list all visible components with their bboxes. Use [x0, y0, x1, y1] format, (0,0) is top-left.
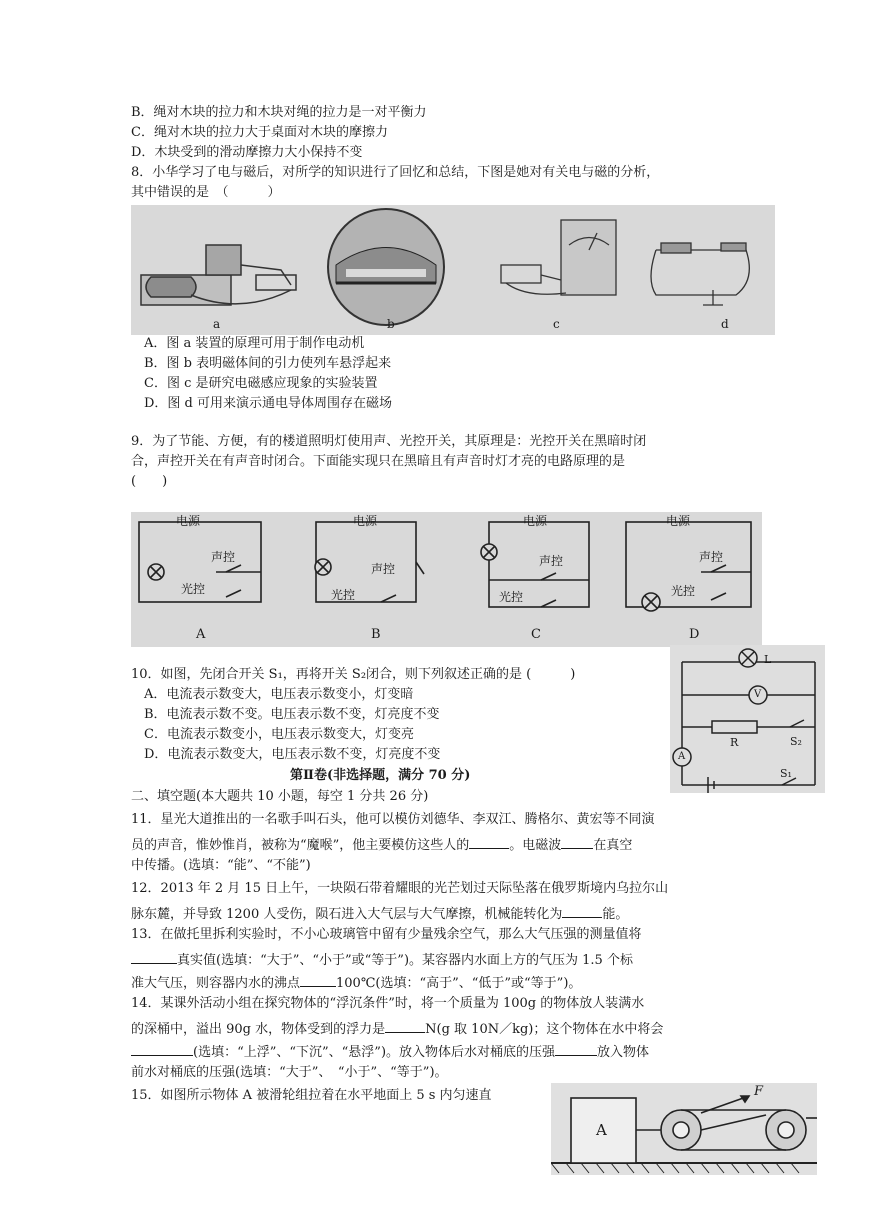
- circuit-c-light-label: 光控: [499, 590, 524, 604]
- q8-figure-drawing: [131, 205, 775, 335]
- q8-option-a: A．图 a 装置的原理可用于制作电动机: [144, 336, 365, 351]
- circuit-c-sound-label: 声控: [539, 554, 564, 568]
- q14-line1: 14．某课外活动小组在探究物体的“浮沉条件”时，将一个质量为 100g 的物体放人装满水: [131, 996, 645, 1011]
- figure-a-apparatus: [141, 245, 296, 305]
- q7-option-d: D．木块受到的滑动摩擦力大小保持不变: [131, 145, 363, 160]
- figure-b-maglev: [328, 209, 444, 325]
- q14-blank-2[interactable]: [131, 1041, 193, 1056]
- q14-line3-text-b: 放入物体: [597, 1045, 650, 1060]
- q10-option-d: D．电流表示数变大，电压表示数不变，灯亮度不变: [144, 747, 441, 762]
- q8-stem-line2: 其中错误的是 （ ）: [131, 185, 281, 200]
- q14-line2-text: 的深桶中，溢出 90g 水，物体受到的浮力是: [131, 1022, 386, 1037]
- q8-option-c: C．图 c 是研究电磁感应现象的实验装置: [144, 376, 378, 391]
- circuit-label-b: B: [371, 627, 381, 642]
- q13-line3-text-b: 100℃(选填：“高于”、“低于”或“等于”)。: [336, 976, 582, 991]
- q11-line2: [131, 834, 632, 855]
- figure-label-d: d: [721, 317, 729, 331]
- q8-option-b: B．图 b 表明磁体间的引力使列车悬浮起来: [144, 356, 392, 371]
- q13-line2: [131, 949, 633, 970]
- q13-line1: 13．在做托里拆利实验时，不小心玻璃管中留有少量残余空气，那么大气压强的测量值将: [131, 927, 642, 942]
- q8-stem-line1: 8．小华学习了电与磁后，对所学的知识进行了回忆和总结，下图是她对有关电与磁的分析，: [131, 165, 660, 180]
- q8-figure: [131, 205, 775, 335]
- q10-circuit-drawing: [670, 645, 825, 793]
- q14-blank-1[interactable]: [385, 1018, 425, 1033]
- q11-blank-2[interactable]: [561, 834, 593, 849]
- figure-d-wire-compass: [651, 243, 749, 305]
- block-a-label: A: [596, 1121, 607, 1139]
- q13-line3-text: 准大气压，则容器内水的沸点: [131, 976, 301, 991]
- circuit-b-source-label: 电源: [353, 514, 378, 528]
- q11-line2-text-b: 。电磁波: [509, 838, 562, 853]
- force-f-label: F: [754, 1084, 764, 1099]
- q15-pulley-drawing: [551, 1083, 817, 1175]
- lamp-label: L: [764, 653, 772, 666]
- q9-stem-line3: ( ): [131, 474, 168, 489]
- circuit-d-source-label: 电源: [666, 514, 691, 528]
- circuit-a-source-label: 电源: [176, 514, 201, 528]
- q15-line1: 15．如图所示物体 A 被滑轮组拉着在水平地面上 5 s 内匀速直: [131, 1088, 492, 1103]
- q11-line2-text: 员的声音，惟妙惟肖，被称为“魔喉”，他主要模仿这些人的: [131, 838, 470, 853]
- voltmeter-label: V: [754, 689, 762, 700]
- q9-stem-line2: 合，声控开关在有声音时闭合。下面能实现只在黑暗且有声音时灯才亮的电路原理的是: [131, 454, 626, 469]
- circuit-a-sound-label: 声控: [211, 550, 236, 564]
- circuit-c-source-label: 电源: [523, 514, 548, 528]
- q14-line2-text-b: N(g 取 10N／kg)；这个物体在水中将会: [425, 1022, 664, 1037]
- resistor-label: R: [730, 736, 739, 749]
- part2-title: 第Ⅱ卷(非选择题，满分 70 分): [290, 768, 471, 783]
- q11-line3: 中传播。(选填：“能”、“不能”): [131, 858, 311, 873]
- section2-heading: 二、填空题(本大题共 10 小题，每空 1 分共 26 分): [131, 789, 429, 804]
- q14-blank-3[interactable]: [555, 1041, 597, 1056]
- q14-line2: [131, 1018, 663, 1039]
- figure-label-b: b: [387, 317, 395, 331]
- q13-line2-text: 真实值(选填：“大于”、“小于”或“等于”)。某容器内水面上方的气压为 1.5 个标: [177, 953, 633, 968]
- figure-label-c: c: [553, 317, 560, 331]
- q12-line2-text: 脉东麓，并导致 1200 人受伤，陨石进入大气层与大气摩擦，机械能转化为: [131, 907, 563, 922]
- circuit-c: [481, 522, 589, 607]
- q9-figure-drawing: [131, 512, 762, 647]
- q10-option-a: A．电流表示数变大，电压表示数变小，灯变暗: [144, 687, 414, 702]
- circuit-label-d: D: [689, 627, 700, 642]
- figure-label-a: a: [213, 317, 221, 331]
- q12-line2-text-b: 能。: [602, 907, 629, 922]
- figure-c-galvanometer: [501, 220, 616, 295]
- q11-line2-text-c: 在真空: [593, 838, 633, 853]
- q9-stem-line1: 9．为了节能、方便，有的楼道照明灯使用声、光控开关，其原理是：光控开关在黑暗时闭: [131, 434, 647, 449]
- q12-line2: [131, 903, 628, 924]
- q10-option-b: B．电流表示数不变。电压表示数不变，灯亮度不变: [144, 707, 440, 722]
- circuit-a-light-label: 光控: [181, 582, 206, 596]
- q13-line3: [131, 972, 581, 993]
- q7-option-b: B．绳对木块的拉力和木块对绳的拉力是一对平衡力: [131, 105, 427, 120]
- q13-blank-1[interactable]: [131, 949, 177, 964]
- q10-circuit-figure: [670, 645, 825, 793]
- q10-stem: 10．如图，先闭合开关 S₁，再将开关 S₂闭合，则下列叙述正确的是 ( ): [131, 667, 576, 682]
- q14-line4: 前水对桶底的压强(选填：“大于”、 “小于”、“等于”)。: [131, 1065, 448, 1080]
- q7-option-c: C．绳对木块的拉力大于桌面对木块的摩擦力: [131, 125, 388, 140]
- circuit-b-sound-label: 声控: [371, 562, 396, 576]
- circuit-b-light-label: 光控: [331, 588, 356, 602]
- circuit-label-a: A: [196, 627, 206, 642]
- circuit-d-sound-label: 声控: [699, 550, 724, 564]
- q11-line1: 11．星光大道推出的一名歌手叫石头，他可以模仿刘德华、李双江、腾格尔、黄宏等不同演: [131, 812, 655, 827]
- switch-s2-label: S₂: [790, 735, 802, 748]
- q15-pulley-figure: [551, 1083, 817, 1175]
- q13-blank-2[interactable]: [300, 972, 336, 987]
- q12-line1: 12．2013 年 2 月 15 日上午，一块陨石带着耀眼的光芒划过天际坠落在俄罗斯境内乌拉尔山: [131, 881, 669, 896]
- ammeter-label: A: [678, 751, 686, 762]
- switch-s1-label: S₁: [780, 767, 792, 780]
- q9-figure: [131, 512, 762, 647]
- q8-option-d: D．图 d 可用来演示通电导体周围存在磁场: [144, 396, 393, 411]
- q12-blank-1[interactable]: [562, 903, 602, 918]
- q14-line3-text: (选填：“上浮”、“下沉”、“悬浮”)。放入物体后水对桶底的压强: [193, 1045, 556, 1060]
- circuit-label-c: C: [531, 627, 541, 642]
- q11-blank-1[interactable]: [469, 834, 509, 849]
- circuit-d-light-label: 光控: [671, 584, 696, 598]
- q14-line3: [131, 1041, 649, 1062]
- q10-option-c: C．电流表示数变小，电压表示数变大，灯变亮: [144, 727, 414, 742]
